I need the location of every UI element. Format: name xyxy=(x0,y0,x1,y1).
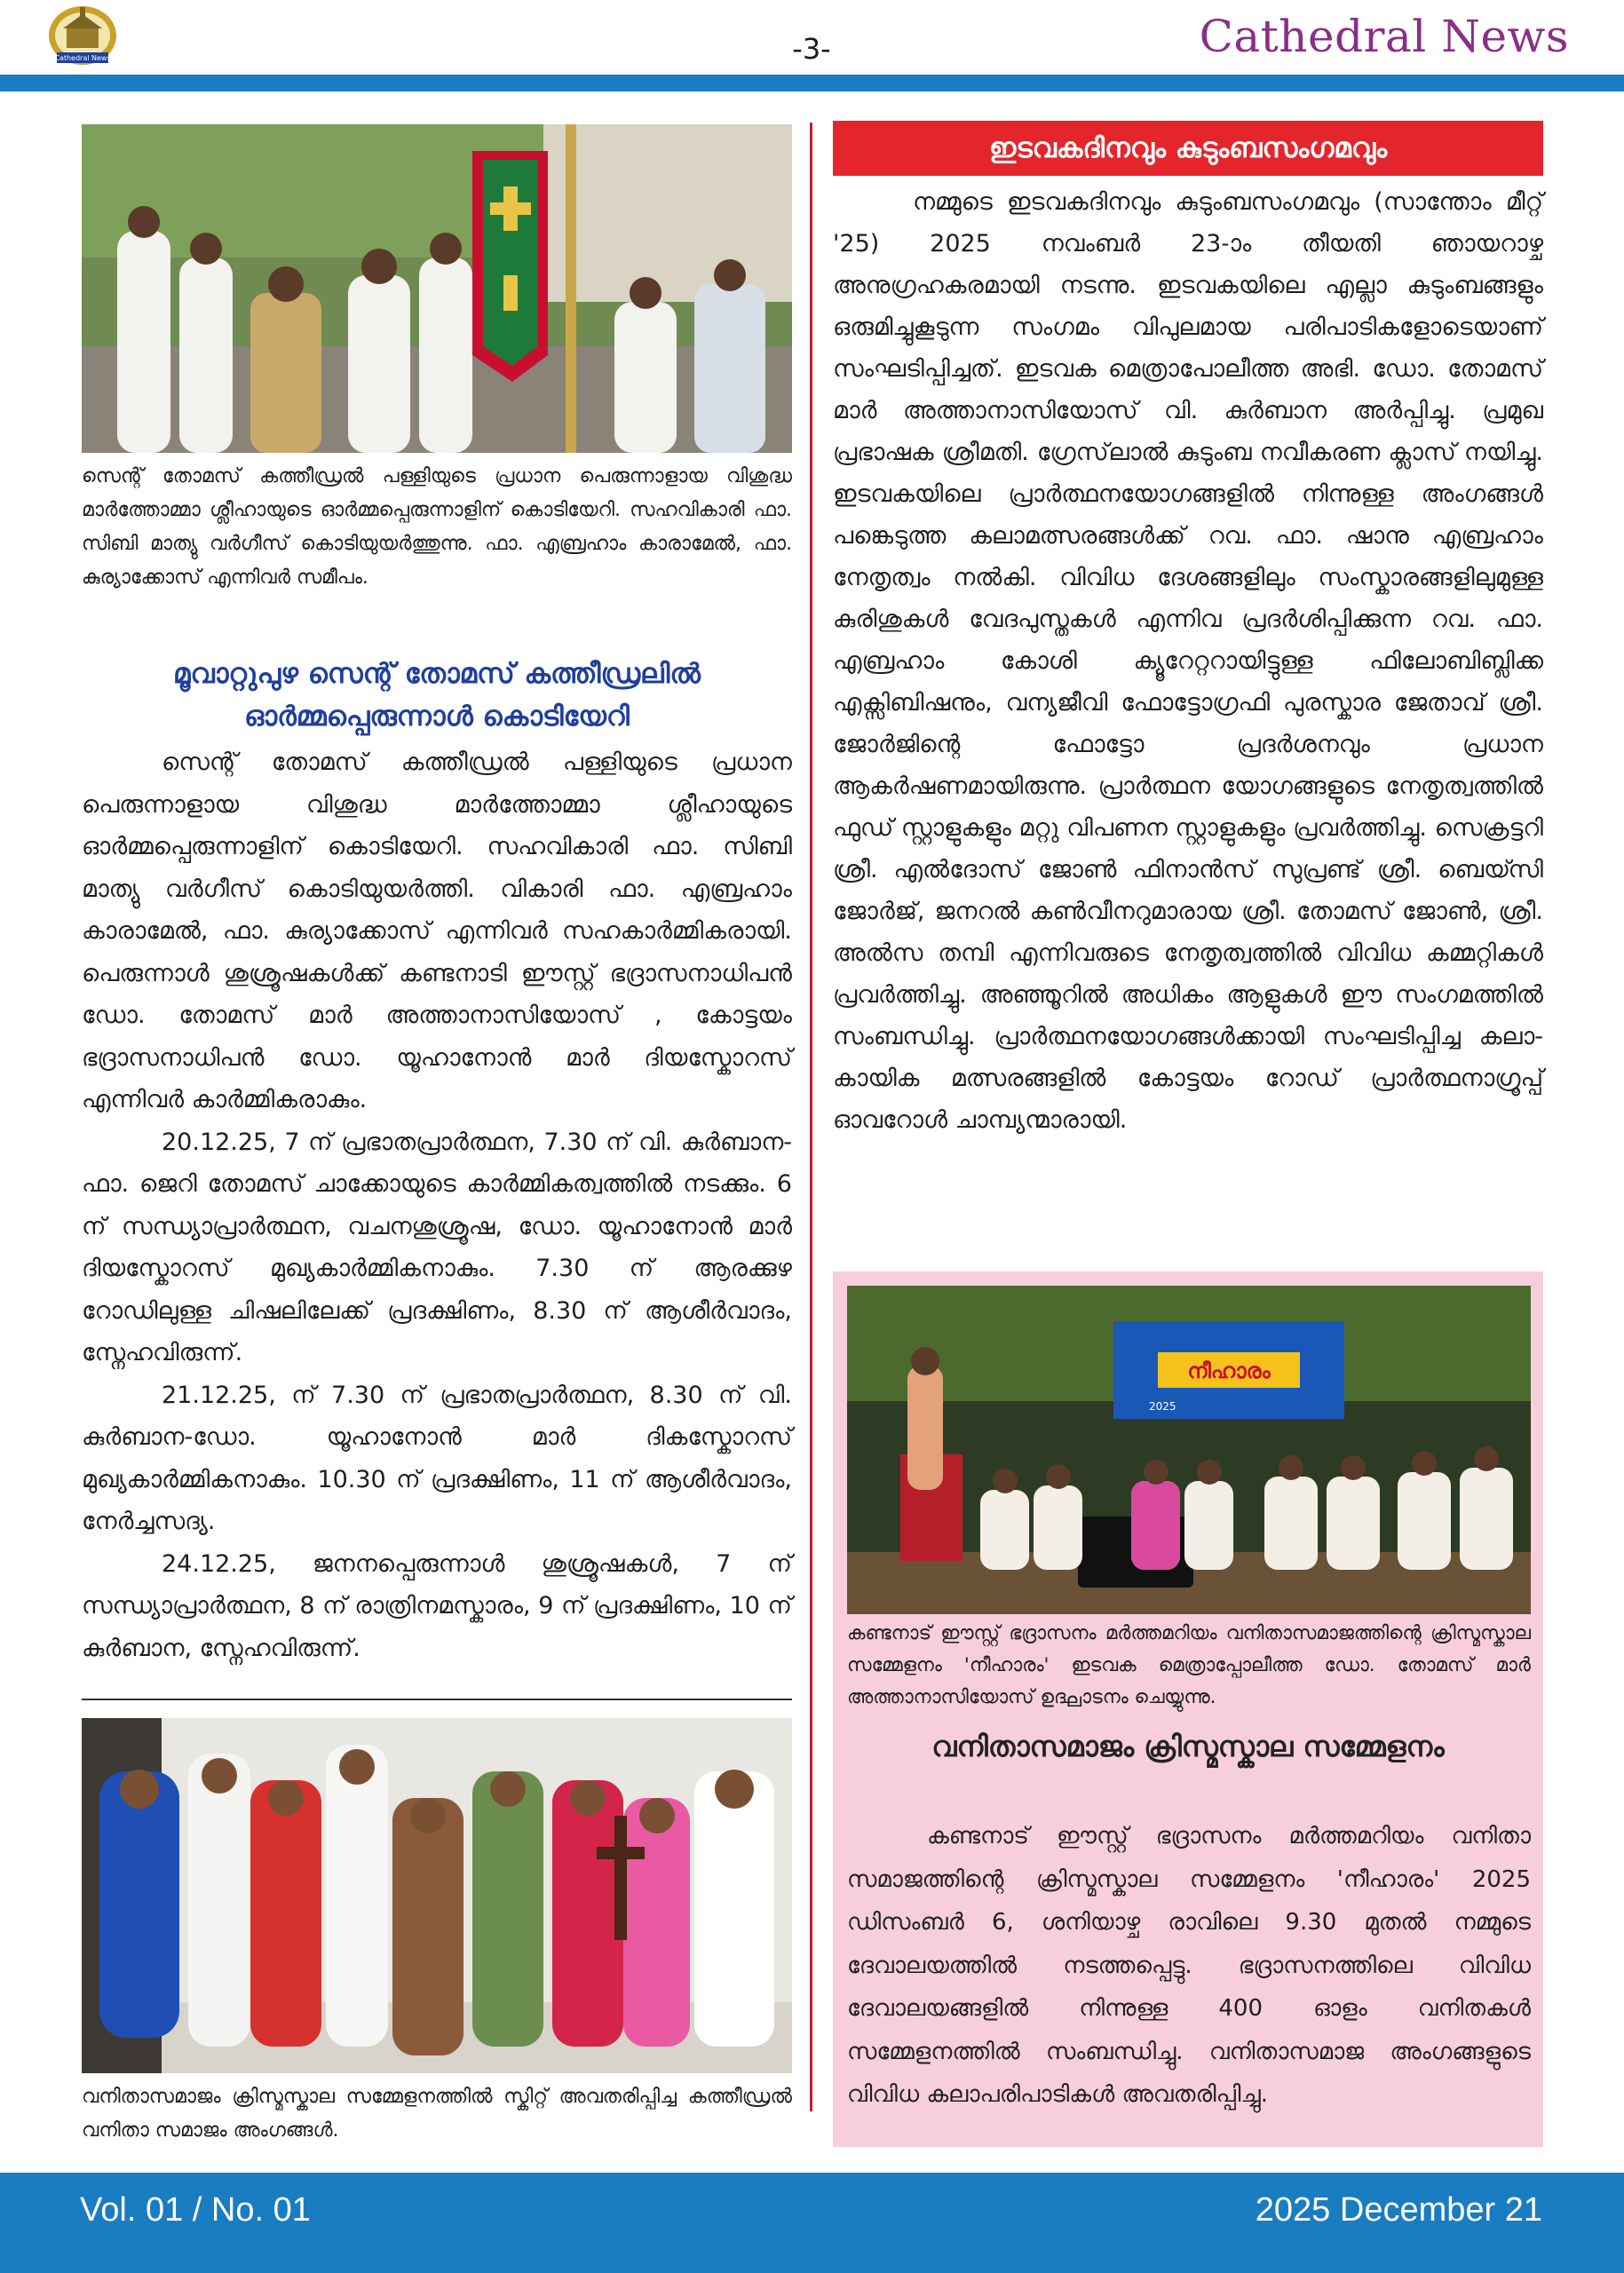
header-rule xyxy=(0,75,1624,91)
article-paragraph: 20.12.25, 7 ന് പ്രഭാതപ്രാർത്ഥന, 7.30 ന് വി. കുർബാന-ഫാ. ജെറി തോമസ് ചാക്കോയുടെ കാർമ്മികത്വത്തിൽ നടക്കും. 6 ന് സന്ധ്യാപ്രാർത്ഥന, വചനശുശ്രൂഷ, ഡോ. യൂഹാനോൻ മാർ ദിയസ്കോറസ് മുഖ്യകാർമ്മികനാകും. 7.30 ന് ആരക്കുഴ റോഡിലുള്ള ചിഷലിലേക്ക് പ്രദക്ഷിണം, 8.30 ന് ആശീർവാദം, സ്നേഹവിരുന്ന്. xyxy=(82,1128,792,1366)
column-divider xyxy=(810,123,812,2111)
feast-headline: മൂവാറ്റുപുഴ സെന്റ് തോമസ് കത്തീഡ്രലിൽ ഓർമ്മപ്പെരുന്നാൾ കൊടിയേറി xyxy=(173,658,701,733)
conference-stage-photo xyxy=(847,1286,1531,1614)
article-paragraph: 24.12.25, ജനനപ്പെരുന്നാൾ ശുശ്രൂഷകൾ, 7 ന് സന്ധ്യാപ്രാർത്ഥന, 8 ന് രാത്രിനമസ്കാരം, 9 ന് പ്രദക്ഷിണം, 10 ന് കുർബാന, സ്നേഹവിരുന്ന്. xyxy=(82,1549,792,1662)
article-paragraph: 21.12.25, ന് 7.30 ന് പ്രഭാതപ്രാർത്ഥന, 8.30 ന് വി. കുർബാന-ഡോ. യൂഹാനോൻ മാർ ദികസ്കോറസ് മുഖ്യകാർമ്മികനാകും. 10.30 ന് പ്രദക്ഷിണം, 11 ന് ആശീർവാദം, നേർച്ചസദ്യ. xyxy=(82,1381,792,1535)
issue-date: 2025 December 21 xyxy=(1255,2191,1542,2229)
feast-article xyxy=(82,741,792,1669)
cathedral-logo xyxy=(44,2,121,67)
skit-photo xyxy=(82,1718,792,2073)
article-paragraph: കണ്ടനാട് ഈസ്റ്റ് ഭദ്രാസനം മർത്തമറിയം വനിതാ സമാജത്തിന്റെ ക്രിസ്മസ്കാല സമ്മേളനം 'നീഹാരം' 2025 ഡിസംബർ 6, ശനിയാഴ്ച രാവിലെ 9.30 മുതൽ നമ്മുടെ ദേവാലയത്തിൽ നടത്തപ്പെട്ടു. ഭദ്രാസനത്തിലെ വിവിധ ദേവാലയങ്ങളിൽ നിന്നുള്ള 400 ഓളം വനിതകൾ സമ്മേളനത്തിൽ സംബന്ധിച്ചു. വനിതാസമാജ അംഗങ്ങളുടെ വിവിധ കലാപരിപാടികൾ അവതരിപ്പിച്ചു. xyxy=(847,1823,1531,2108)
section-separator xyxy=(82,1699,792,1700)
skit-photo-caption: വനിതാസമാജം ക്രിസ്മസ്കാല സമ്മേളനത്തിൽ സ്കിറ്റ് അവതരിപ്പിച്ച കത്തീഡ്രൽ വനിതാ സമാജം അംഗങ്ങൾ. xyxy=(82,2086,792,2142)
women-fellowship-article xyxy=(847,1815,1531,2117)
stage-photo-caption: കണ്ടനാട് ഈസ്റ്റ് ഭദ്രാസനം മർത്തമറിയം വനിതാസമാജത്തിന്റെ ക്രിസ്മസ്കാല സമ്മേളനം 'നീഹാരം' ഇടവക മെത്രാപ്പോലീത്ത ഡോ. തോമസ് മാർ അത്താനാസിയോസ് ഉദ്ഘാടനം ചെയ്യുന്നു. xyxy=(847,1622,1531,1708)
article-paragraph: സെന്റ് തോമസ് കത്തീഡ്രൽ പള്ളിയുടെ പ്രധാന പെരുന്നാളായ വിശുദ്ധ മാർത്തോമ്മാ ശ്ലീഹായുടെ ഓർമ്മപ്പെരുന്നാളിന് കൊടിയേറി. സഹവികാരി ഫാ. സിബി മാത്യു വർഗീസ് കൊടിയുയർത്തി. വികാരി ഫാ. എബ്രഹാം കാരാമേൽ, ഫാ. കുര്യാക്കോസ് എന്നിവർ സഹകാർമ്മികരായി. പെരുന്നാൾ ശുശ്രൂഷകൾക്ക് കണ്ടനാടി ഈസ്റ്റ് ഭദ്രാസനാധിപൻ ഡോ. തോമസ് മാർ അത്താനാസിയോസ് , കോട്ടയം ഭദ്രാസനാധിപൻ ഡോ. യൂഹാനോൻ മാർ ദിയസ്കോറസ് എന്നിവർ കാർമ്മികരാകും. xyxy=(82,748,792,1113)
article-paragraph: നമ്മുടെ ഇടവകദിനവും കുടുംബസംഗമവും (സാന്തോം മീറ്റ് '25) 2025 നവംബർ 23-ാം തീയതി ഞായറാഴ്ച അനുഗ്രഹകരമായി നടന്നു. ഇടവകയിലെ എല്ലാ കുടുംബങ്ങളും ഒരുമിച്ചുകൂടുന്ന സംഗമം വിപുലമായ പരിപാടികളോടെയാണ് സംഘടിപ്പിച്ചത്. ഇടവക മെത്രാപോലീത്ത അഭി. ഡോ. തോമസ് മാർ അത്താനാസിയോസ് വി. കുർബാന അർപ്പിച്ചു. പ്രമുഖ പ്രഭാഷക ശ്രീമതി. ഗ്രേസ്‌ലാൽ കുടുംബ നവീകരണ ക്ലാസ് നയിച്ചു. ഇടവകയിലെ പ്രാർത്ഥനയോഗങ്ങളിൽ നിന്നുള്ള അംഗങ്ങൾ പങ്കെടുത്ത കലാമത്സരങ്ങൾക്ക് റവ. ഫാ. ഷാനു എബ്രഹാം നേതൃത്വം നൽകി. വിവിധ ദേശങ്ങളിലും സംസ്കാരങ്ങളിലുമുള്ള കുരിശുകൾ വേദപുസ്തകൾ എന്നിവ പ്രദർശിപ്പിക്കുന്ന റവ. ഫാ. എബ്രഹാം കോശി ക്യൂറേറ്ററായിട്ടുള്ള ഫിലോബിബ്ലിക്ക എക്സിബിഷനും, വന്യജീവി ഫോട്ടോഗ്രഫി പുരസ്കാര ജേതാവ് ശ്രീ. ജോർജിന്റെ ഫോട്ടോ പ്രദർശനവും പ്രധാന ആകർഷണമായിരുന്നു. പ്രാർത്ഥന യോഗങ്ങളുടെ നേതൃത്വത്തിൽ ഫുഡ് സ്റ്റാളുകളും മറ്റു വിപണന സ്റ്റാളുകളും പ്രവർത്തിച്ചു. സെക്രട്ടറി ശ്രീ. എൽദോസ് ജോൺ ഫിനാൻസ് സുപ്രണ്ട് ശ്രീ. ബെയ്സി ജോർജ്, ജനറൽ കൺവീനറുമാരായ ശ്രീ. തോമസ് ജോൺ, ശ്രീ. അൽസ തമ്പി എന്നിവരുടെ നേതൃത്വത്തിൽ വിവിധ കമ്മറ്റികൾ പ്രവർത്തിച്ചു. അഞ്ഞൂറിൽ അധികം ആളുകൾ ഈ സംഗമത്തിൽ സംബന്ധിച്ചു. പ്രാർത്ഥനയോഗങ്ങൾക്കായി സംഘടിപ്പിച്ച കലാ-കായിക മത്സരങ്ങളിൽ കോട്ടയം റോഡ് പ്രാർത്ഥനാഗ്രൂപ്പ് ഓവറോൾ ചാമ്പ്യന്മാരായി. xyxy=(833,188,1543,1134)
masthead-title: Cathedral News xyxy=(1199,11,1569,62)
flag-photo-caption: സെന്റ് തോമസ് കത്തീഡ്രൽ പള്ളിയുടെ പ്രധാന പെരുന്നാളായ വിശുദ്ധ മാർത്തോമ്മാ ശ്ലീഹായുടെ ഓർമ്മപ്പെരുന്നാളിന് കൊടിയേറി. സഹവികാരി ഫാ. സിബി മാത്യു വർഗീസ് കൊടിയുയർത്തുന്നു. ഫാ. എബ്രഹാം കാരാമേൽ, ഫാ. കുര്യാക്കോസ് എന്നിവർ സമീപം. xyxy=(82,465,792,589)
parish-day-article xyxy=(833,181,1543,1141)
volume-label: Vol. 01 / No. 01 xyxy=(80,2191,311,2229)
svg-text:നീഹാരം: നീഹാരം xyxy=(1187,1358,1271,1383)
svg-text:2025: 2025 xyxy=(1149,1400,1176,1413)
page-number: -3- xyxy=(792,32,831,66)
section-banner: ഇടവകദിനവും കുടുംബസംഗമവും xyxy=(833,121,1543,176)
svg-text:Cathedral News: Cathedral News xyxy=(54,54,111,62)
flag-hoisting-photo xyxy=(82,124,792,453)
women-fellowship-headline: വനിതാസമാജം ക്രിസ്മസ്കാല സമ്മേളനം xyxy=(931,1730,1445,1763)
